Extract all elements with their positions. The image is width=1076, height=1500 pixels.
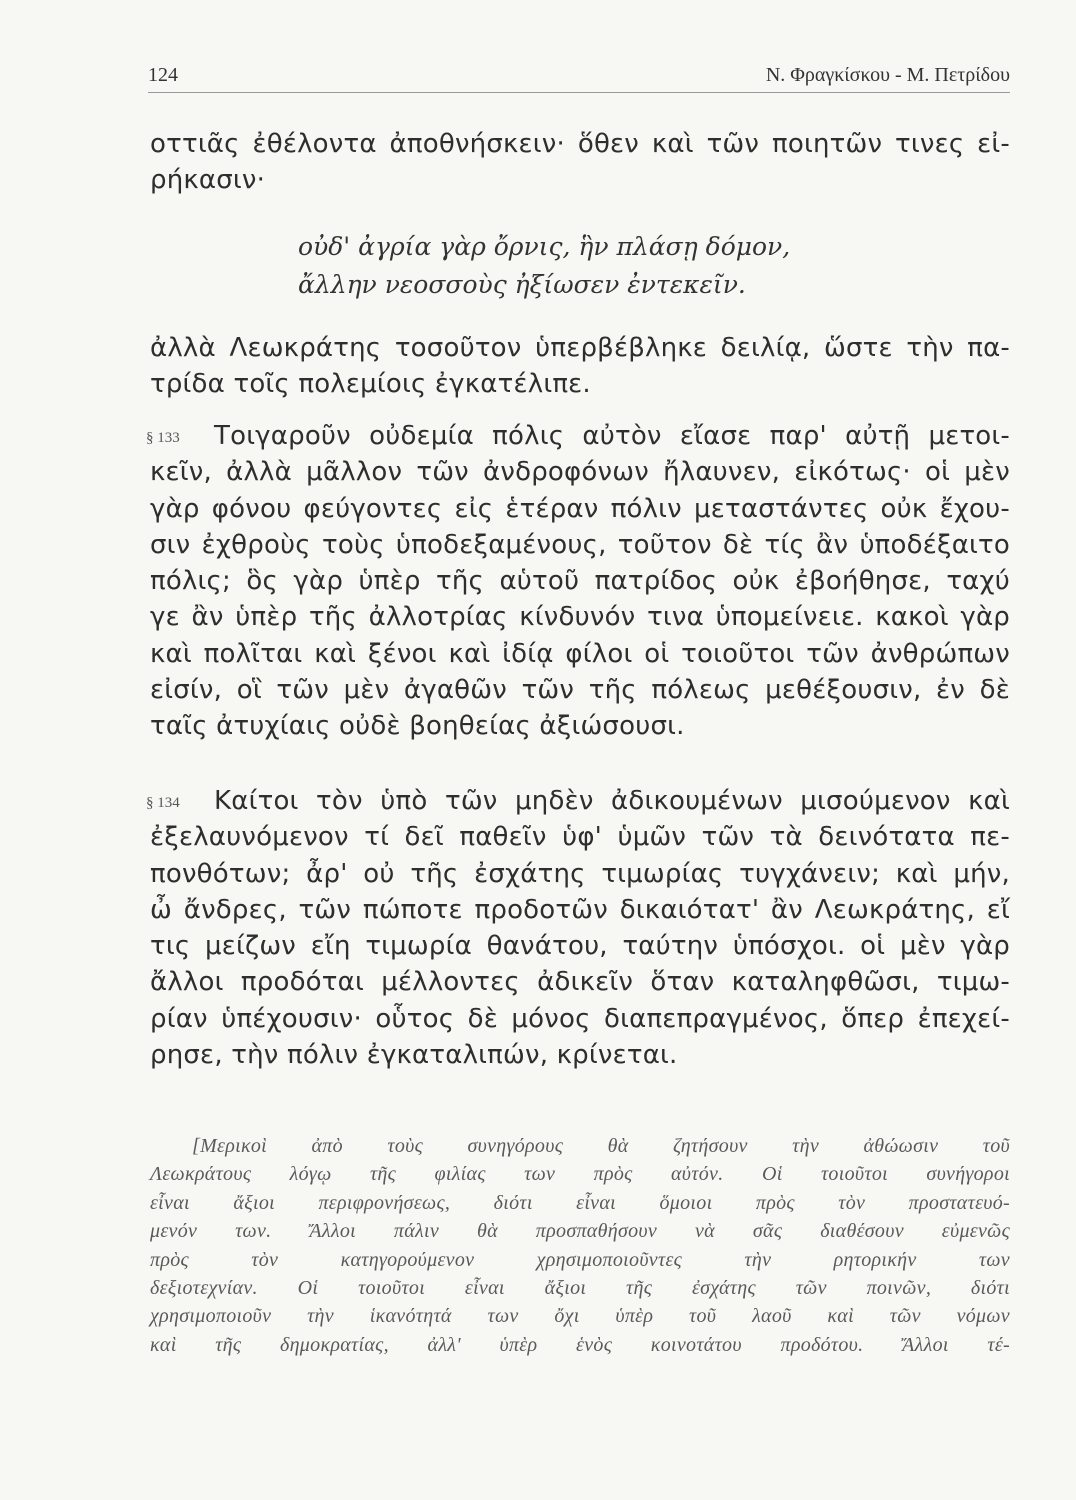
- text-line: καὶ πολῖται καὶ ξένοι καὶ ἰδίᾳ φίλοι οἱ τοιοῦτοι τῶν ἀνθρώπων: [150, 638, 1010, 669]
- section-marker-133: § 133: [146, 430, 180, 446]
- verse-line: οὐδ' ἀγρία γὰρ ὄρνις, ἣν πλάσῃ δόμον,: [298, 232, 791, 261]
- text-line: πονθότων; ἆρ' οὐ τῆς ἐσχάτης τιμωρίας τυγχάνειν; καὶ μήν,: [150, 858, 1010, 889]
- text-line: ἐξελαυνόμενον τί δεῖ παθεῖν ὑφ' ὑμῶν τῶν τὰ δεινότατα πε-: [150, 822, 1010, 853]
- text-line: γε ἂν ὑπὲρ τῆς ἀλλοτρίας κίνδυνόν τινα ὑπομείνειε. κακοὶ γὰρ: [150, 602, 1010, 633]
- commentary-block: [150, 1132, 1010, 1359]
- text-line: Τοιγαροῦν οὐδεμία πόλις αὐτὸν εἴασε παρ' αὐτῇ μετοι-: [214, 421, 1010, 451]
- paragraph-opening: [150, 126, 1010, 199]
- header-rule: [148, 92, 1010, 93]
- commentary-line: δεξιοτεχνίαν. Οἱ τοιοῦτοι εἶναι ἄξιοι τῆς ἐσχάτης τῶν ποινῶν, διότι: [150, 1276, 1010, 1299]
- text-line: ἀλλὰ Λεωκράτης τοσοῦτον ὑπερβέβληκε δειλίᾳ, ὥστε τὴν πα-: [150, 333, 1010, 363]
- text-line: ὦ ἄνδρες, τῶν πώποτε προδοτῶν δικαιότατ' ἂν Λεωκράτης, εἴ: [150, 894, 1010, 925]
- text-line: Καίτοι τὸν ὑπὸ τῶν μηδὲν ἀδικουμένων μισούμενον καὶ: [214, 786, 1010, 816]
- section-marker-134: § 134: [146, 795, 180, 811]
- text-line: τρίδα τοῖς πολεμίοις ἐγκατέλιπε.: [150, 369, 591, 400]
- text-line: κεῖν, ἀλλὰ μᾶλλον τῶν ἀνδροφόνων ἤλαυνεν, εἰκότως· οἱ μὲν: [150, 457, 1010, 488]
- running-title: Ν. Φραγκίσκου - Μ. Πετρίδου: [765, 64, 1010, 86]
- commentary-line: [Μερικοὶ ἀπὸ τοὺς συνηγόρους θὰ ζητήσουν τὴν ἀθώωσιν τοῦ: [192, 1135, 1010, 1157]
- text-line: σιν ἐχθροὺς τοὺς ὑποδεξαμένους, τοῦτον δὲ τίς ἂν ὑποδέξαιτο: [150, 529, 1010, 560]
- commentary-line: εἶναι ἄξιοι περιφρονήσεως, διότι εἶναι ὅμοιοι πρὸς τὸν προστατευό-: [150, 1191, 1010, 1214]
- verse-quotation: [298, 228, 998, 304]
- page-number: 124: [148, 64, 178, 86]
- text-line: εἰσίν, οἳ τῶν μὲν ἀγαθῶν τῶν τῆς πόλεως μεθέξουσιν, ἐν δὲ: [150, 675, 1010, 706]
- paragraph-leocrates: [150, 330, 1010, 403]
- text-line: τις μείζων εἴη τιμωρία θανάτου, ταύτην ὑπόσχοι. οἱ μὲν γὰρ: [150, 931, 1010, 962]
- text-line: ρησε, τὴν πόλιν ἐγκαταλιπών, κρίνεται.: [150, 1040, 678, 1071]
- commentary-line: πρὸς τὸν κατηγορούμενον χρησιμοποιοῦντες τὴν ρητορικήν των: [150, 1248, 1010, 1271]
- page-header: [148, 58, 1010, 92]
- text-line: γὰρ φόνου φεύγοντες εἰς ἑτέραν πόλιν μεταστάντες οὐκ ἔχου-: [150, 493, 1010, 524]
- text-line: οττιᾶς ἐθέλοντα ἀποθνήσκειν· ὅθεν καὶ τῶν ποιητῶν τινες εἰ-: [150, 129, 1010, 159]
- section-133-text: [150, 418, 1010, 745]
- text-line: πόλις; ὃς γὰρ ὑπὲρ τῆς αὑτοῦ πατρίδος οὐκ ἐβοήθησε, ταχύ: [150, 566, 1010, 597]
- text-line: ἄλλοι προδόται μέλλοντες ἀδικεῖν ὅταν καταληφθῶσι, τιμω-: [150, 967, 1010, 998]
- text-line: ρήκασιν·: [150, 165, 266, 196]
- text-line: ταῖς ἀτυχίαις οὐδὲ βοηθείας ἀξιώσουσι.: [150, 711, 685, 742]
- commentary-line: Λεωκράτους λόγῳ τῆς φιλίας των πρὸς αὐτόν. Οἱ τοιοῦτοι συνήγοροι: [150, 1163, 1010, 1186]
- text-line: ρίαν ὑπέχουσιν· οὗτος δὲ μόνος διαπεπραγμένος, ὅπερ ἐπεχεί-: [150, 1003, 1010, 1034]
- commentary-line: μενόν των. Ἄλλοι πάλιν θὰ προσπαθήσουν νὰ σᾶς διαθέσουν εὐμενῶς: [150, 1220, 1010, 1243]
- section-134-text: [150, 783, 1010, 1073]
- commentary-line: καὶ τῆς δημοκρατίας, ἀλλ' ὑπὲρ ἑνὸς κοινοτάτου προδότου. Ἄλλοι τέ-: [150, 1333, 1010, 1356]
- commentary-line: χρησιμοποιοῦν τὴν ἱκανότητά των ὄχι ὑπὲρ τοῦ λαοῦ καὶ τῶν νόμων: [150, 1305, 1010, 1328]
- verse-line: ἄλλην νεοσσοὺς ἠξίωσεν ἐντεκεῖν.: [298, 270, 746, 299]
